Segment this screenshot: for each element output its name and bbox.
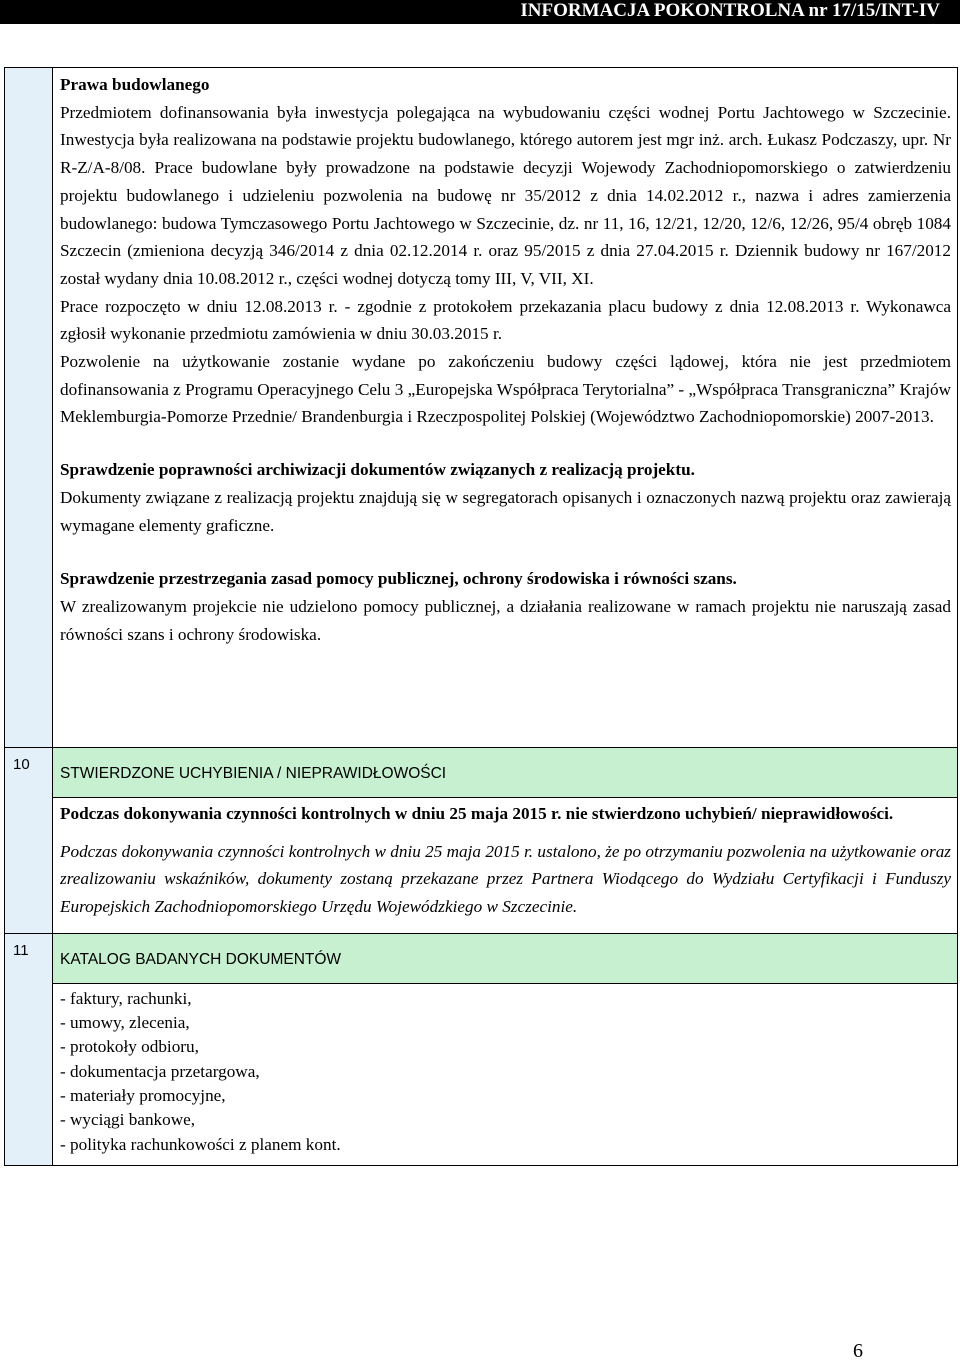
archive-check-text: Dokumenty związane z realizacją projektu znajdują się w segregatorach opisanych i oznaczonych nazwą projektu oraz zawierają wymagane elementy graficzne.: [60, 487, 951, 535]
page-number: 6: [853, 1340, 863, 1362]
content-cell-11: [53, 983, 958, 1165]
number-cell-11: [5, 933, 53, 1165]
content-cell-continued: [53, 68, 958, 748]
header-title: INFORMACJA POKONTROLNA nr 17/15/INT-IV: [520, 0, 940, 21]
section-number: 10: [13, 756, 30, 773]
number-cell-empty: [5, 68, 53, 748]
section-number: 11: [13, 941, 29, 959]
section-row-10-body: [5, 798, 958, 934]
heading-cell-10: [53, 748, 958, 798]
list-item: - umowy, zlecenia,: [60, 1013, 190, 1033]
archive-check-title: Sprawdzenie poprawności archiwizacji dokumentów związanych z realizacją projektu.: [60, 460, 695, 480]
section-row-11-body: [5, 983, 958, 1165]
list-item: - dokumentacja przetargowa,: [60, 1061, 260, 1081]
heading-cell-11: [53, 933, 958, 983]
section-title: Prawa budowlanego: [60, 75, 210, 94]
content-cell-10: [53, 798, 958, 934]
section-row-11: [5, 933, 958, 983]
no-irregularities-statement: Podczas dokonywania czynności kontrolnych w dniu 25 maja 2015 r. nie stwierdzono uchybień/ nieprawidłowości.: [60, 804, 894, 823]
list-item: - protokoły odbioru,: [60, 1037, 199, 1057]
works-start-paragraph: Prace rozpoczęto w dniu 12.08.2013 r. - zgodnie z protokołem przekazania placu budowy z dnia 12.08.2013 r. Wykonawca zgłosił wykonanie przedmiotu zamówienia w dniu 30.03.2015 r.: [60, 296, 951, 344]
list-item: - polityka rachunkowości z planem kont.: [60, 1134, 341, 1154]
usage-permit-paragraph: Pozwolenie na użytkowanie zostanie wydane po zakończeniu budowy części lądowej, która nie jest przedmiotem dofinansowania z Programu Operacyjnego Celu 3 „Europejska Współpraca Terytorialna” - „Współpraca Transgraniczna” Krajów Meklemburgia-Pomorze Przednie/ Brandenburgia i Rzeczpospolitej Polskiej (Województwo Zachodniopomorskie) 2007-2013.: [60, 352, 951, 427]
page-header: [0, 0, 960, 24]
public-aid-check-title: Sprawdzenie przestrzegania zasad pomocy publicznej, ochrony środowiska i równości szans.: [60, 569, 737, 589]
section-heading: STWIERDZONE UCHYBIENIA / NIEPRAWIDŁOWOŚCI: [53, 748, 957, 797]
public-aid-check-text: W zrealizowanym projekcie nie udzielono pomocy publicznej, a działania realizowane w ramach projektu nie naruszają zasad równości szans i ochrony środowiska.: [60, 596, 951, 644]
section-row-10: [5, 748, 958, 798]
section-row-continued: [5, 68, 958, 748]
list-item: - faktury, rachunki,: [60, 988, 192, 1008]
number-cell-10: [5, 748, 53, 934]
section-heading: KATALOG BADANYCH DOKUMENTÓW: [53, 934, 957, 983]
control-report-table: [4, 67, 958, 1166]
list-item: - wyciągi bankowe,: [60, 1110, 196, 1130]
findings-note: Podczas dokonywania czynności kontrolnych w dniu 25 maja 2015 r. ustalono, że po otrzymaniu pozwolenia na użytkowanie oraz zrealizowaniu wskaźników, dokumenty zostaną przekazane przez Partnera Wiodącego do Wydziału Certyfikacji i Funduszy Europejskich Zachodniopomorskiego Urzędu Wojewódzkiego w Szczecinie.: [60, 841, 951, 917]
construction-details-paragraph: Przedmiotem dofinansowania była inwestycja polegająca na wybudowaniu części wodnej Portu Jachtowego w Szczecinie. Inwestycja była realizowana na podstawie projektu budowlanego, którego autorem jest mgr inż. arch. Łukasz Podczaszy, upr. Nr R-Z/A-8/08. Prace budowlane były prowadzone na podstawie decyzji Wojewody Zachodniopomorskiego o zatwierdzeniu projektu budowlanego i udzieleniu pozwolenia na budowę nr 35/2012 z dnia 14.02.2012 r., nazwa i adres zamierzenia budowlanego: budowa Tymczasowego Portu Jachtowego w Szczecinie, dz. nr 11, 16, 12/21, 12/20, 12/6, 12/26, 95/4 obręb 1084 Szczecin (zmieniona decyzją 346/2014 z dnia 02.12.2014 r. oraz 95/2015 z dnia 27.04.2015 r. Dziennik budowy nr 167/2012 został wydany dnia 10.08.2012 r., części wodnej dotyczą tomy III, V, VII, XI.: [60, 102, 951, 288]
list-item: - materiały promocyjne,: [60, 1086, 226, 1105]
document-catalog-list: [60, 987, 951, 1157]
